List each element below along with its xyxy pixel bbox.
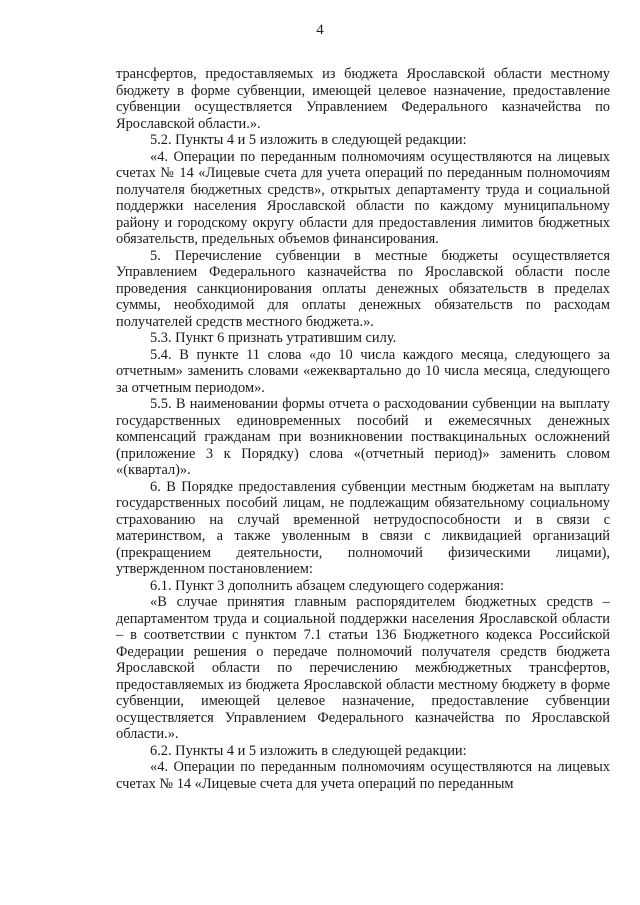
paragraph: «В случае принятия главным распорядителем бюджетных средств – департаментом труда и социальной поддержки населения Ярославской области – в соответствии с пунктом 7.1 статьи 136 Бюджетного кодекса Российской Федерации решения о передаче полномочий получателя средств бюджета Ярославской области по перечислению межбюджетных трансфертов, предоставляемых из бюджета Ярославской области местному бюджету в форме субвенции, имеющей целевое назначение, предоставление субвенции осуществляется Управлением Федерального казначейства по Ярославской области.». — [116, 594, 610, 742]
paragraph: 5. Перечисление субвенции в местные бюджеты осуществляется Управлением Федерального казначейства по Ярославской области после проведения санкционирования оплаты денежных обязательств в пределах суммы, необходимой для оплаты денежных обязательств по расходам получателей средств местного бюджета.». — [116, 247, 610, 330]
paragraph: 5.2. Пункты 4 и 5 изложить в следующей редакции: — [150, 132, 467, 148]
paragraph: 6.1. Пункт 3 дополнить абзацем следующего содержания: — [150, 577, 505, 594]
paragraph: 6.2. Пункты 4 и 5 изложить в следующей редакции: — [150, 742, 467, 759]
page-number: 4 — [316, 22, 324, 38]
paragraph: «4. Операции по переданным полномочиям осуществляются на лицевых счетах № 14 «Лицевые счета для учета операций по переданным — [116, 759, 610, 792]
paragraph: 6. В Порядке предоставления субвенции местным бюджетам на выплату государственных пособий лицам, не подлежащим обязательному социальному страхованию на случай временной нетрудоспособности и в связи с материнством, а также уволенным в связи с ликвидацией организаций (прекращением деятельности, полномочий физическими лицами), утвержденном постановлением: — [116, 478, 610, 577]
paragraph: 5.4. В пункте 11 слова «до 10 числа каждого месяца, следующего за отчетным» заменить словами «ежеквартально до 10 числа месяца, следующего за отчетным периодом». — [116, 346, 610, 396]
paragraph: 5.3. Пункт 6 признать утратившим силу. — [150, 330, 397, 346]
paragraph: 5.5. В наименовании формы отчета о расходовании субвенции на выплату государственных единовременных пособий и ежемесячных денежных компенсаций гражданам при возникновении поствакцинальных осложнений (приложение 3 к Порядку) слова «(отчетный период)» заменить словом «(квартал)». — [116, 396, 610, 478]
paragraph: трансфертов, предоставляемых из бюджета Ярославской области местному бюджету в форме субвенции, имеющей целевое назначение, предоставление субвенции осуществляется Управлением Федерального казначейства по Ярославской области.». — [116, 66, 610, 132]
paragraph: «4. Операции по переданным полномочиям осуществляются на лицевых счетах № 14 «Лицевые счета для учета операций по переданным полномочиям получателя бюджетных средств», открытых департаменту труда и социальной поддержки населения Ярославской области по каждому муниципальному району и городскому округу области для предоставления лимитов бюджетных обязательств, предельных объемов финансирования. — [116, 148, 610, 247]
document-body — [116, 66, 610, 792]
